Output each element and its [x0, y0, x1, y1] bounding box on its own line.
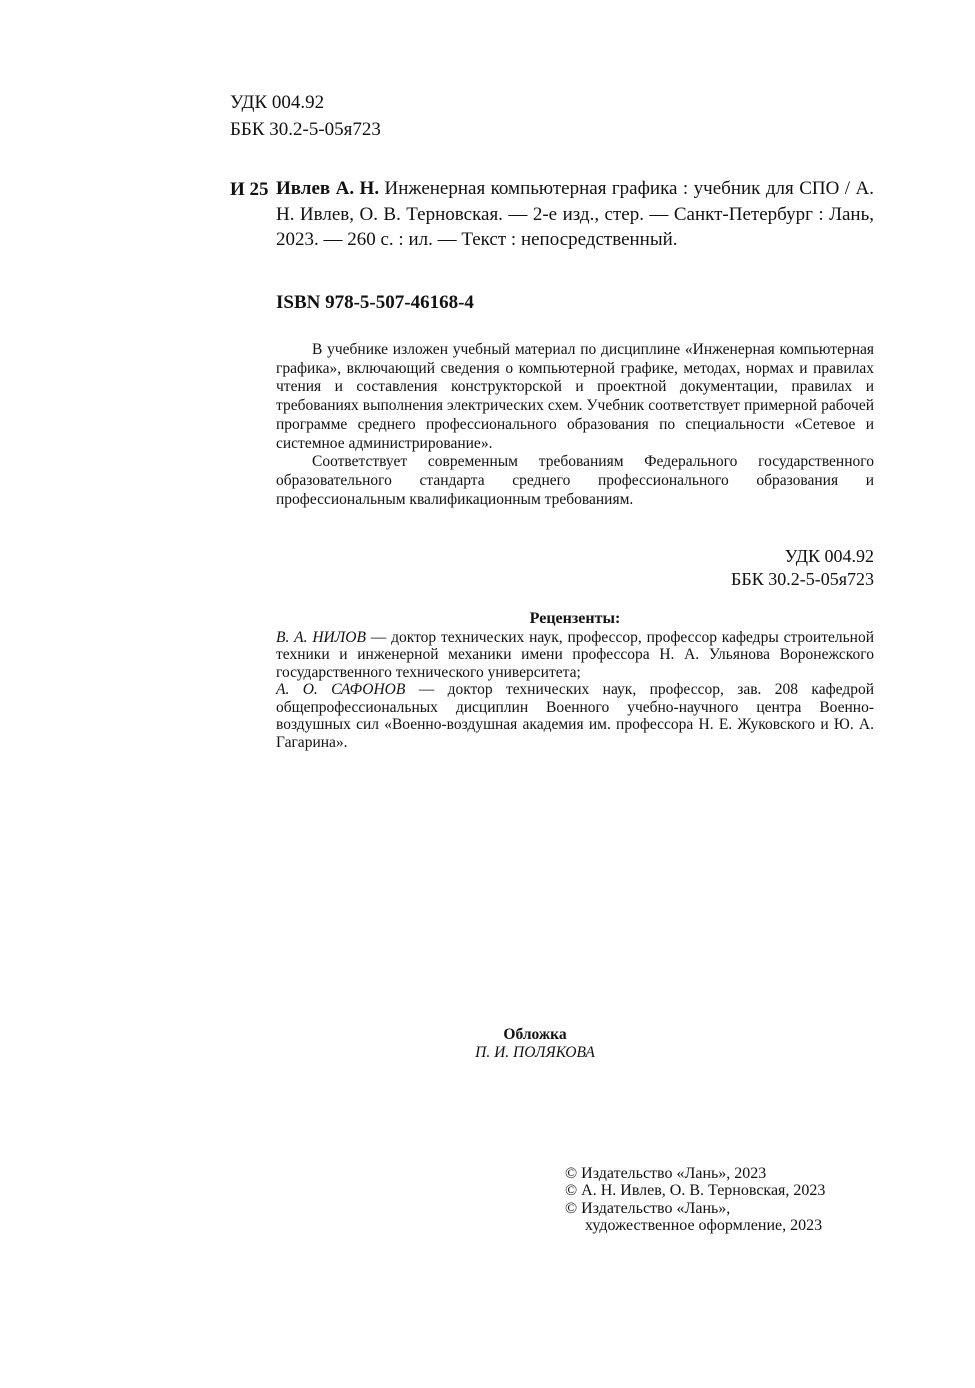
reviewer-entry	[276, 681, 874, 751]
copyright-line: © Издательство «Лань», 2023	[565, 1165, 767, 1182]
reviewer-entry	[276, 629, 874, 682]
reviewers-title: Рецензенты:	[529, 610, 621, 627]
bbk-code: ББК 30.2-5-05я723	[731, 569, 874, 589]
author-name: Ивлев А. Н.	[276, 178, 380, 199]
author-sign: И 25	[230, 179, 269, 200]
classification-codes-top	[230, 89, 381, 143]
cover-label: Обложка	[503, 1026, 567, 1043]
classification-codes-bottom	[731, 545, 874, 591]
cover-artist: П. И. ПОЛЯКОВА	[475, 1044, 595, 1061]
copyright-line: © Издательство «Лань»,	[565, 1199, 731, 1217]
bbk-code: ББК 30.2-5-05я723	[230, 119, 381, 140]
bibliographic-record	[276, 176, 874, 253]
reviewer-description: — доктор технических наук, профессор, зав. 208 кафедрой общепрофессиональных дисциплин Военного учебно-научного центра Военно-воздушных сил «Военно-воздушная академия им. профессора Н. Е. Жуковского и Ю. А. Гагарина».	[276, 681, 875, 751]
reviewer-description: — доктор технических наук, профессор, профессор кафедры строительной техники и инженерной механики имени профессора Н. А. Ульянова Воронежского государственного технического университета;	[276, 628, 875, 681]
annotation-paragraph: В учебнике изложен учебный материал по дисциплине «Инженерная компьютерная графика», включающий сведения о компьютерной графике, методах, нормах и правилах чтения и составления конструкторской и проектной документации, правилах и требованиях выполнения электрических схем. Учебник соответствует примерной рабочей программе среднего профессионального образования по специальности «Сетевое и системное администрирование».	[276, 341, 874, 452]
annotation	[276, 341, 874, 509]
bibliographic-description: Инженерная компьютерная графика : учебник для СПО / А. Н. Ивлев, О. В. Терновская. — 2-е изд., стер. — Санкт-Петербург : Лань, 2023. — 260 с. : ил. — Текст : непосредственный.	[276, 178, 874, 250]
cover-credit	[276, 1026, 794, 1062]
copyright-line: художественное оформление, 2023	[585, 1216, 823, 1234]
copyright-block	[565, 1165, 825, 1234]
reviewer-name: В. А. НИЛОВ	[276, 628, 366, 646]
copyright-line: © А. Н. Ивлев, О. В. Терновская, 2023	[565, 1182, 826, 1200]
udk-code: УДК 004.92	[230, 92, 325, 113]
annotation-paragraph: Соответствует современным требованиям Федерального государственного образовательного стандарта среднего профессионального образования и профессиональным квалификационным требованиям.	[276, 453, 874, 508]
udk-code: УДК 004.92	[784, 546, 874, 566]
reviewers-section	[276, 610, 874, 751]
reviewer-name: А. О. САФОНОВ	[276, 681, 406, 698]
isbn: ISBN 978-5-507-46168-4	[276, 292, 474, 313]
